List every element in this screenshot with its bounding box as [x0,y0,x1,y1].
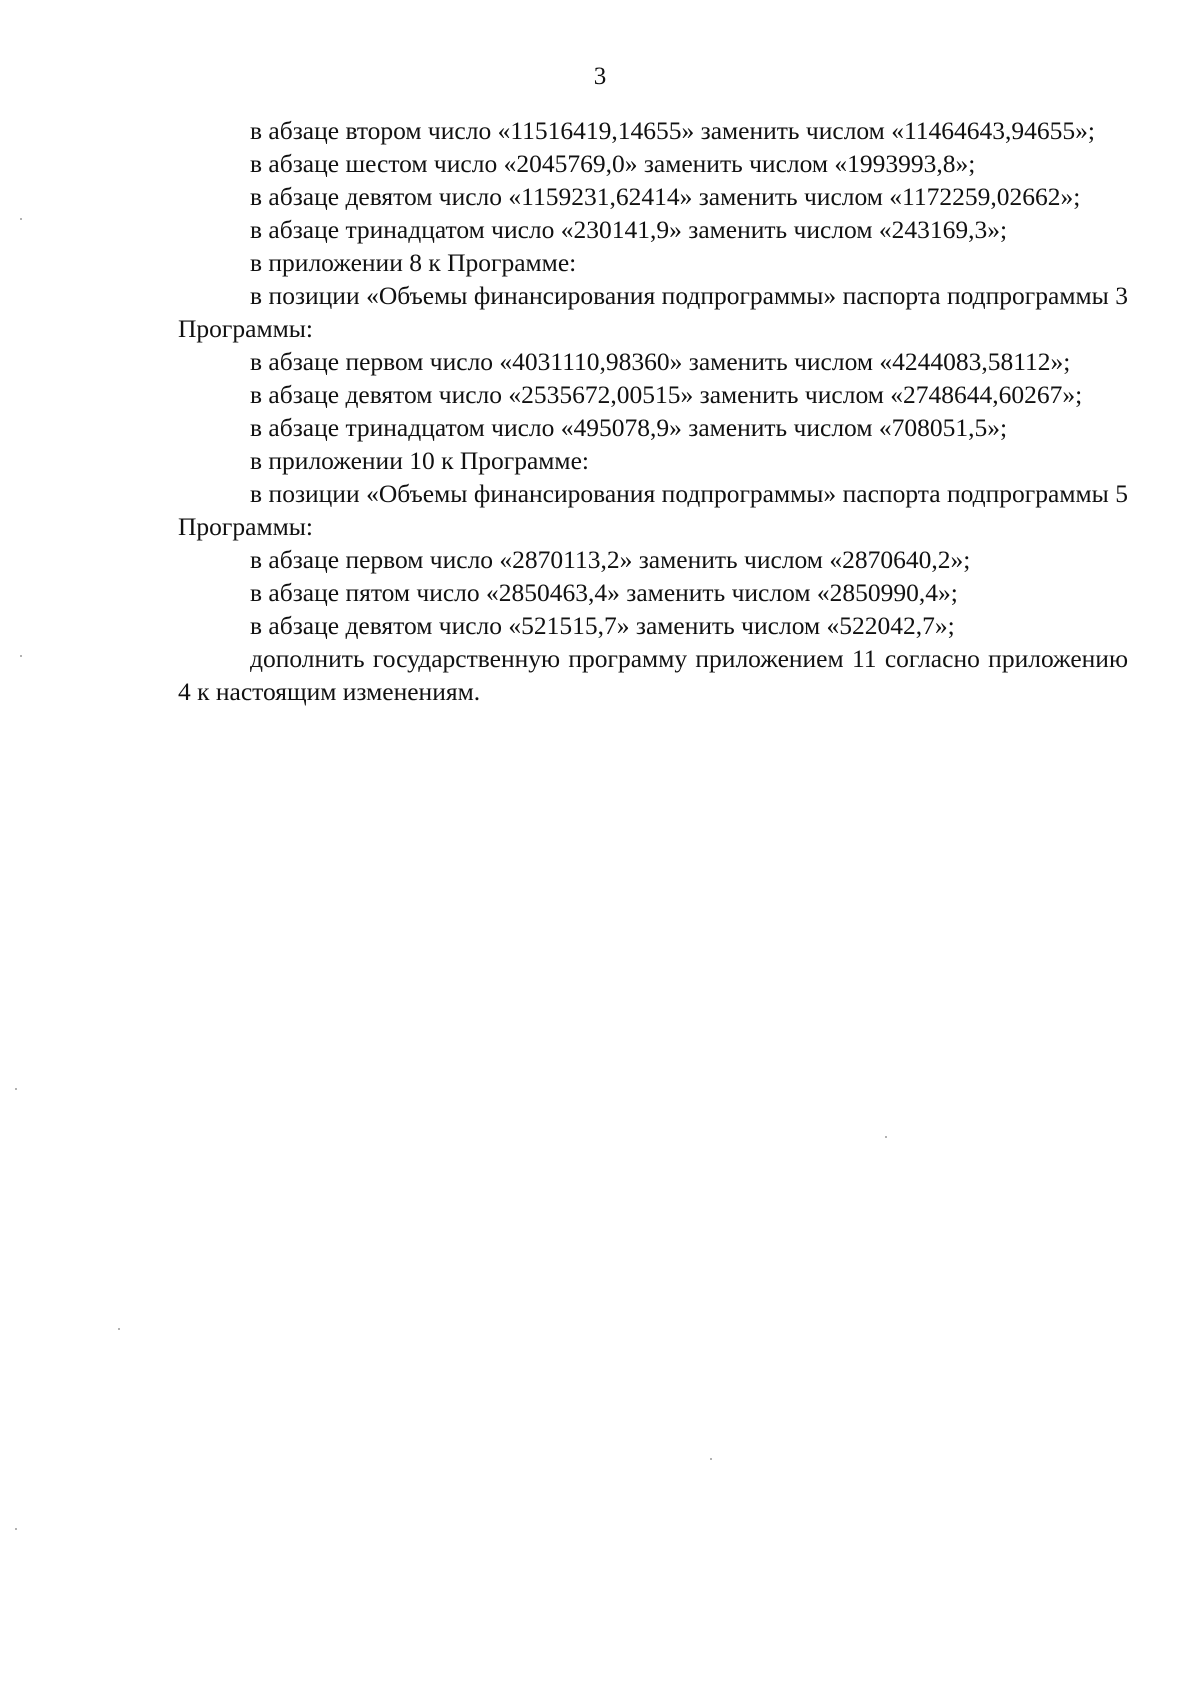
paragraph-1: в абзаце втором число «11516419,14655» заменить числом «11464643,94655»; [250,116,1095,145]
paragraph-12: в абзаце первом число «2870113,2» заменить числом «2870640,2»; [250,545,971,574]
paragraph-13: в абзаце пятом число «2850463,4» заменить числом «2850990,4»; [250,578,958,607]
scan-speck [20,655,22,657]
paragraph-2: в абзаце шестом число «2045769,0» заменить числом «1993993,8»; [250,149,976,178]
document-body [178,114,1128,708]
paragraph-8: в абзаце девятом число «2535672,00515» заменить числом «2748644,60267»; [250,380,1083,409]
paragraph-6: в позиции «Объемы финансирования подпрограммы» паспорта подпрограммы 3 Программы: [178,281,1128,343]
page-number: 3 [593,63,607,90]
paragraph-3: в абзаце девятом число «1159231,62414» заменить числом «1172259,02662»; [250,182,1081,211]
paragraph-5: в приложении 8 к Программе: [250,248,577,277]
scan-speck [15,1528,17,1530]
scan-speck [885,1136,887,1138]
scan-speck [15,1088,17,1090]
scan-speck [710,1458,712,1460]
paragraph-4: в абзаце тринадцатом число «230141,9» заменить числом «243169,3»; [250,215,1008,244]
paragraph-15: дополнить государственную программу приложением 11 согласно приложению 4 к настоящим изменениям. [178,644,1128,706]
scan-speck [20,218,22,220]
paragraph-7: в абзаце первом число «4031110,98360» заменить числом «4244083,58112»; [250,347,1071,376]
paragraph-10: в приложении 10 к Программе: [250,446,589,475]
paragraph-9: в абзаце тринадцатом число «495078,9» заменить числом «708051,5»; [250,413,1008,442]
paragraph-14: в абзаце девятом число «521515,7» заменить числом «522042,7»; [250,611,955,640]
scan-speck [118,1328,120,1330]
paragraph-11: в позиции «Объемы финансирования подпрограммы» паспорта подпрограммы 5 Программы: [178,479,1128,541]
